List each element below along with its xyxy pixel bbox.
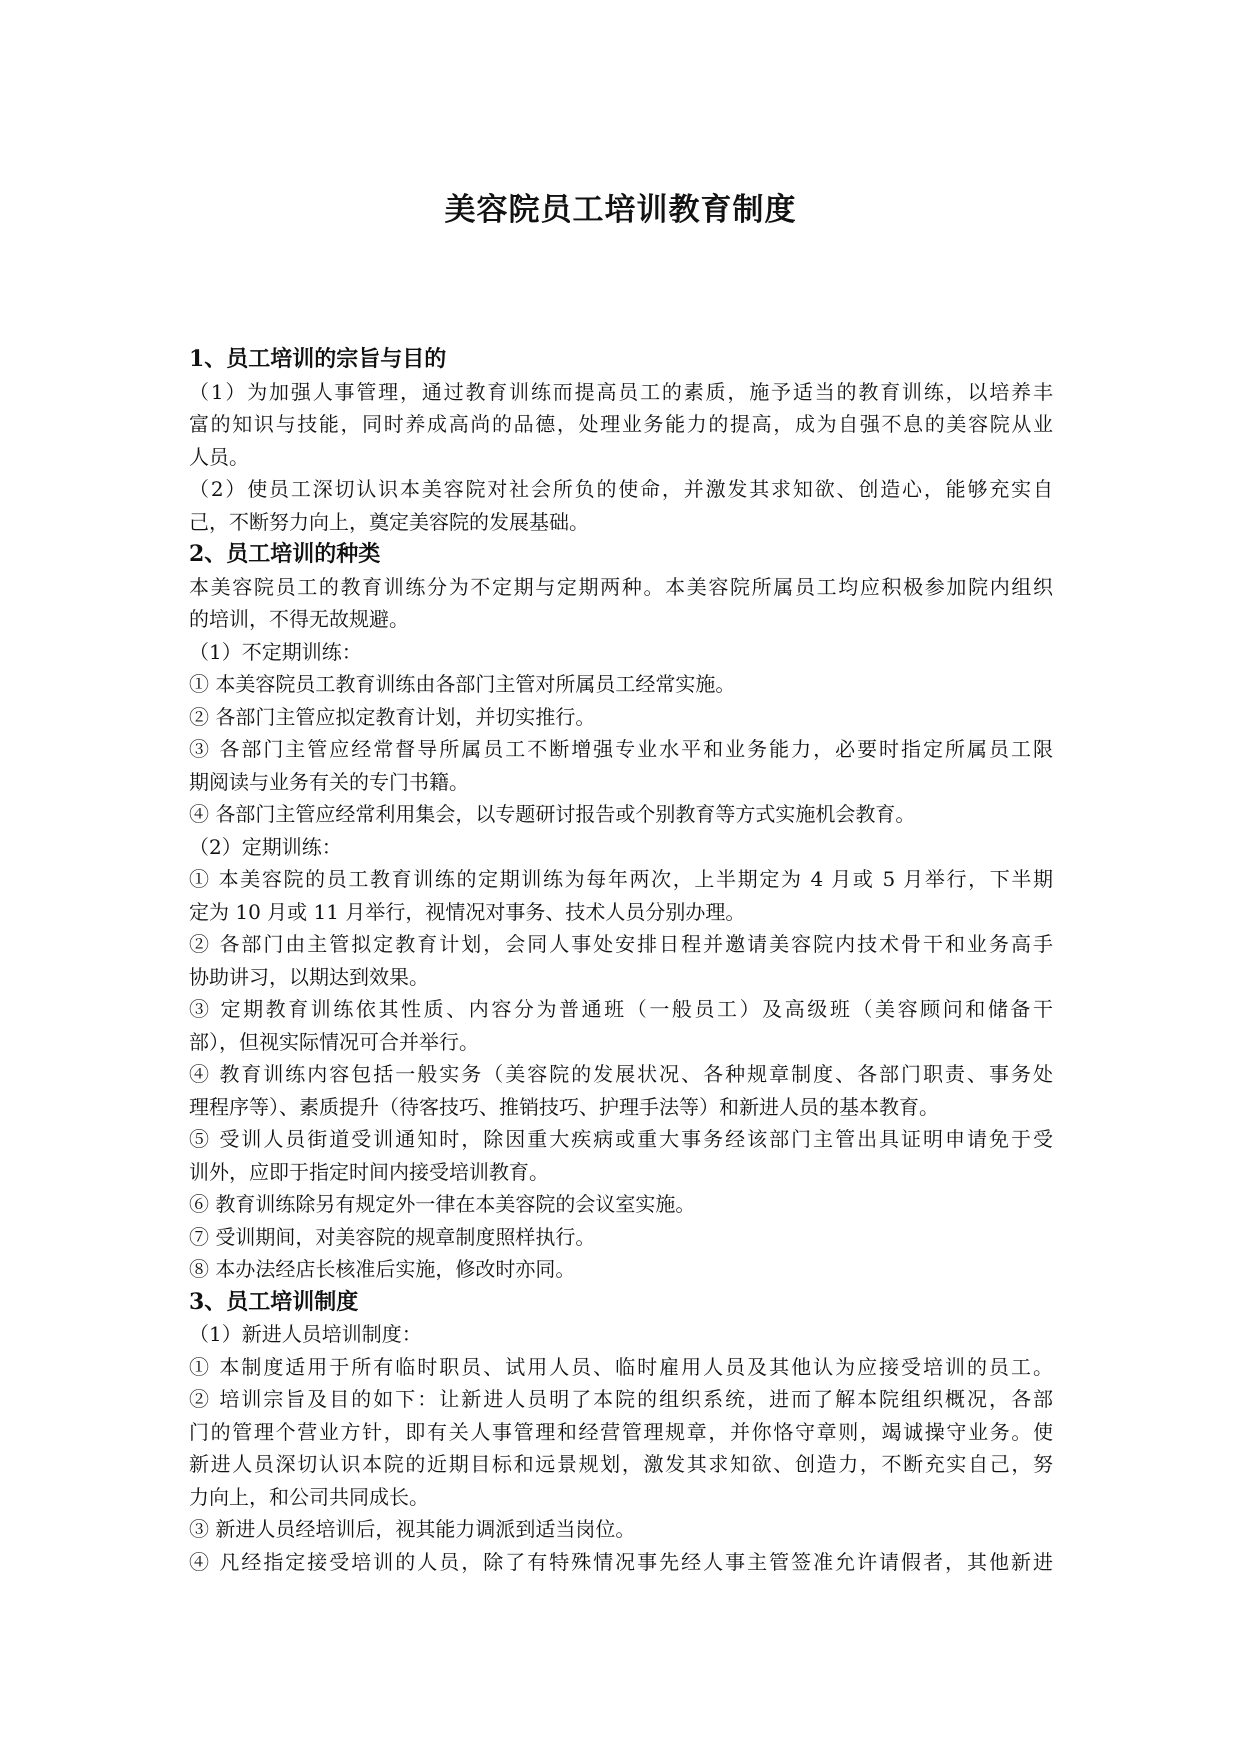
text-line: ⑥ 教育训练除另有规定外一律在本美容院的会议室实施。	[189, 1192, 696, 1216]
text-line: 力向上，和公司共同成长。	[189, 1484, 429, 1509]
document-title: 美容院员工培训教育制度	[444, 192, 797, 228]
text-line: （1）新进人员培训制度：	[189, 1322, 422, 1346]
text-line: （2）定期训练：	[189, 834, 342, 859]
text-line: （1）不定期训练：	[189, 639, 362, 664]
text-line: 本美容院员工的教育训练分为不定期与定期两种。本美容院所属员工均应积极参加院内组织	[189, 574, 1053, 599]
text-line: 部），但视实际情况可合并举行。	[189, 1029, 479, 1054]
text-line: 门的管理个营业方针，即有关人事管理和经营管理规章，并你恪守章则，竭诚操守业务。使	[189, 1419, 1053, 1444]
text-line: 的培训，不得无故规避。	[189, 607, 409, 631]
text-line: 期阅读与业务有关的专门书籍。	[189, 769, 469, 794]
text-line: ④ 教育训练内容包括一般实务（美容院的发展状况、各种规章制度、各部门职责、事务处	[189, 1062, 1053, 1086]
text-line: ① 本制度适用于所有临时职员、试用人员、临时雇用人员及其他认为应接受培训的员工。	[189, 1354, 1053, 1379]
text-line: ③ 定期教育训练依其性质、内容分为普通班（一般员工）及高级班（美容顾问和储备干	[189, 997, 1053, 1021]
text-line: ④ 凡经指定接受培训的人员，除了有特殊情况事先经人事主管签准允许请假者，其他新进	[189, 1549, 1053, 1574]
text-line: ② 各部门主管应拟定教育计划，并切实推行。	[189, 704, 596, 729]
document-body	[189, 343, 1053, 1578]
text-line: ① 本美容院的员工教育训练的定期训练为每年两次，上半期定为 4 月或 5 月举行，下半期	[189, 867, 1053, 891]
section-heading: 2、员工培训的种类	[189, 541, 381, 567]
text-line: 定为 10 月或 11 月举行，视情况对事务、技术人员分别办理。	[189, 899, 746, 924]
text-line: 协助讲习，以期达到效果。	[189, 964, 429, 989]
text-line: ③ 新进人员经培训后，视其能力调派到适当岗位。	[189, 1517, 636, 1541]
text-line: 富的知识与技能，同时养成高尚的品德，处理业务能力的提高，成为自强不息的美容院从业	[189, 412, 1053, 436]
text-line: 己，不断努力向上，奠定美容院的发展基础。	[189, 509, 589, 534]
text-line: ⑧ 本办法经店长核准后实施，修改时亦同。	[189, 1257, 576, 1281]
text-line: （1）为加强人事管理，通过教育训练而提高员工的素质，施予适当的教育训练，以培养丰	[189, 379, 1053, 404]
text-line: ② 各部门由主管拟定教育计划，会同人事处安排日程并邀请美容院内技术骨干和业务高手	[189, 932, 1053, 956]
text-line: 人员。	[189, 444, 249, 469]
text-line: ⑤ 受训人员街道受训通知时，除因重大疾病或重大事务经该部门主管出具证明申请免于受	[189, 1127, 1053, 1151]
section-heading: 1、员工培训的宗旨与目的	[189, 346, 447, 372]
text-line: ④ 各部门主管应经常利用集会，以专题研讨报告或个别教育等方式实施机会教育。	[189, 802, 916, 826]
text-line: ② 培训宗旨及目的如下：让新进人员明了本院的组织系统，进而了解本院组织概况，各部	[189, 1387, 1053, 1411]
text-line: 理程序等）、素质提升（待客技巧、推销技巧、护理手法等）和新进人员的基本教育。	[189, 1094, 939, 1119]
text-line: 训外，应即于指定时间内接受培训教育。	[189, 1159, 549, 1184]
section-heading: 3、员工培训制度	[189, 1288, 359, 1315]
text-line: ③ 各部门主管应经常督导所属员工不断增强专业水平和业务能力，必要时指定所属员工限	[189, 737, 1053, 761]
text-line: ⑦ 受训期间，对美容院的规章制度照样执行。	[189, 1224, 596, 1249]
text-line: ① 本美容院员工教育训练由各部门主管对所属员工经常实施。	[189, 672, 736, 696]
text-line: （2）使员工深切认识本美容院对社会所负的使命，并激发其求知欲、创造心，能够充实自	[189, 477, 1053, 501]
text-line: 新进人员深切认识本院的近期目标和远景规划，激发其求知欲、创造力，不断充实自己，努	[189, 1452, 1053, 1476]
